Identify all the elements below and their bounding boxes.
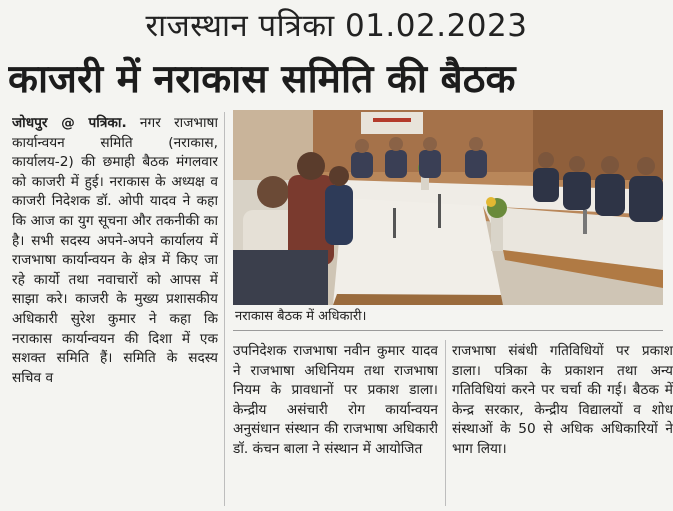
article-text-3: राजभाषा संबंधी गतिविधियों पर प्रकाश डाला। पत्रिका के प्रकाशन तथा अन्य गतिविधियां करने पर चर्चा की गई। बैठक में केन्द्र सरकार, केन्द्रीय विद्यालयों व शोध संस्थाओं के 50 से अधिक अधिकारियों ने भाग लिया। <box>452 343 673 457</box>
masthead: राजस्थान पत्रिका 01.02.2023 <box>145 8 528 44</box>
article-column-1 <box>12 114 218 506</box>
caption-rule <box>233 330 663 331</box>
column-divider <box>445 340 446 506</box>
headline: काजरी में नराकास समिति की बैठक <box>8 57 516 102</box>
photo-caption: नराकास बैठक में अधिकारी। <box>235 309 367 324</box>
article-column-3 <box>452 342 673 506</box>
meeting-photo-image <box>233 110 663 305</box>
column-divider <box>224 112 225 506</box>
article-column-2 <box>233 342 438 506</box>
article-text-2: उपनिदेशक राजभाषा नवीन कुमार यादव ने राजभाषा अधिनियम तथा राजभाषा नियम के प्रावधानों पर प्रकाश डाला। केन्द्रीय असंचारी रोग कार्यान्वयन अनुसंधान संस्थान की राजभाषा अधिकारी डॉ. कंचन बाला ने संस्थान में आयोजित <box>233 343 438 457</box>
meeting-photo <box>233 110 663 305</box>
dateline: जोधपुर @ पत्रिका. <box>12 115 127 131</box>
article-text-1: नगर राजभाषा कार्यान्वयन समिति (नराकास, कार्यालय-2) की छमाही बैठक मंगलवार को काजरी में हुई। नराकास के अध्यक्ष व काजरी निदेशक डॉ. ओपी यादव ने कहा कि आज का युग सूचना और तकनीकी का है। सभी सदस्य अपने-अपने कार्यालय में राजभाषा कार्यान्वयन के क्षेत्र में किए जा रहे कार्यो तथा नवाचारों को आपस में साझा करे। काजरी के मुख्य प्रशासकीय अधिकारी सुरेश कुमार ने कहा कि नराकास कार्यान्वयन की दिशा में एक सशक्त समिति हैं। समिति के सदस्य सचिव व <box>12 115 218 386</box>
